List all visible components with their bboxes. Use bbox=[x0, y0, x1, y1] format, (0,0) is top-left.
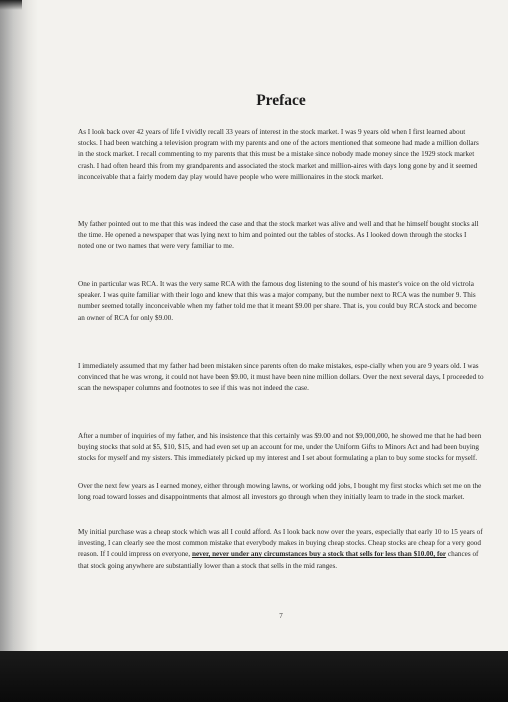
page-gutter-shadow bbox=[0, 0, 38, 702]
paragraph-7-text: My initial purchase was a cheap stock which was all I could afford. As I look back now over the years, especially that early 10 to 15 years of investing, I can clearly see the most common mistake that everybody makes in buying cheap stocks. Cheap stocks are cheap for a very good reason. If I could impress on everyone, bbox=[78, 528, 483, 559]
paragraph-4: I immediately assumed that my father had been mistaken since parents often do make mistakes, espe-cially when you are 9 years old. I was convinced that he was wrong, it could not have been $9.00, it must have been nine million dollars. Over the next several days, I proceeded to scan the newspaper columns and footnotes to see if this was not indeed the case. bbox=[78, 362, 484, 393]
emphasized-warning: never, never under any circumstances buy a stock that sells for less than $10.00, for bbox=[191, 550, 447, 559]
paragraph-5: After a number of inquiries of my father, and his insistence that this certainly was $9.00 and not $9,000,000, he showed me that he had been buying stocks that sold at $5, $10, $15, and had even set up an account for me, under the Uniform Gifts to Minors Act and had been buying stocks for myself and my sisters. This immediately picked up my interest and I set about formulating a plan to buy some stocks for myself. bbox=[78, 432, 482, 463]
paragraph-7-ending: chances of that stock going anywhere are substantially lower than a stock that sells in the mid ranges. bbox=[78, 550, 479, 570]
scan-bottom-edge bbox=[0, 651, 508, 702]
paragraph-1: As I look back over 42 years of life I vividly recall 33 years of interest in the stock market. I was 9 years old when I first learned about stocks. I had been watching a television program with my parents and one of the actors mentioned that someone had made a million dollars in the stock market. I recall commenting to my parents that this must be a mistake since nobody made money since the 1929 stock market crash. I had often heard this from my grandparents and associated the stock market and million-aires with days long gone by and it seemed inconceivable that a fairly modem day play would have people who were millionaires in the stock market. bbox=[78, 128, 479, 181]
page-number: 7 bbox=[279, 612, 283, 620]
page-title: Preface bbox=[256, 92, 306, 109]
paragraph-3: One in particular was RCA. It was the very same RCA with the famous dog listening to the sound of his master's voice on the old victrola speaker. I was quite familiar with their logo and knew that this was a major company, but the number next to RCA was the number 9. This number seemed totally inconceivable when my father told me that it meant $9.00 per share. That is, you could buy RCA stock and become an owner of RCA for only $9.00. bbox=[78, 280, 477, 322]
paragraph-7 bbox=[78, 527, 484, 572]
paragraph-2: My father pointed out to me that this was indeed the case and that the stock market was alive and well and that he himself bought stocks all the time. He opened a newspaper that was lying next to him and pointed out the tables of stocks. As I looked down through the stocks I noted one or two names that were very familiar to me. bbox=[78, 220, 479, 251]
paragraph-6: Over the next few years as I earned money, either through mowing lawns, or working odd jobs, I bought my first stocks which set me on the long road toward losses and disappointments that almost all investors go through when they initially learn to trade in the stock market. bbox=[78, 482, 482, 502]
scan-corner-shadow bbox=[0, 0, 22, 10]
